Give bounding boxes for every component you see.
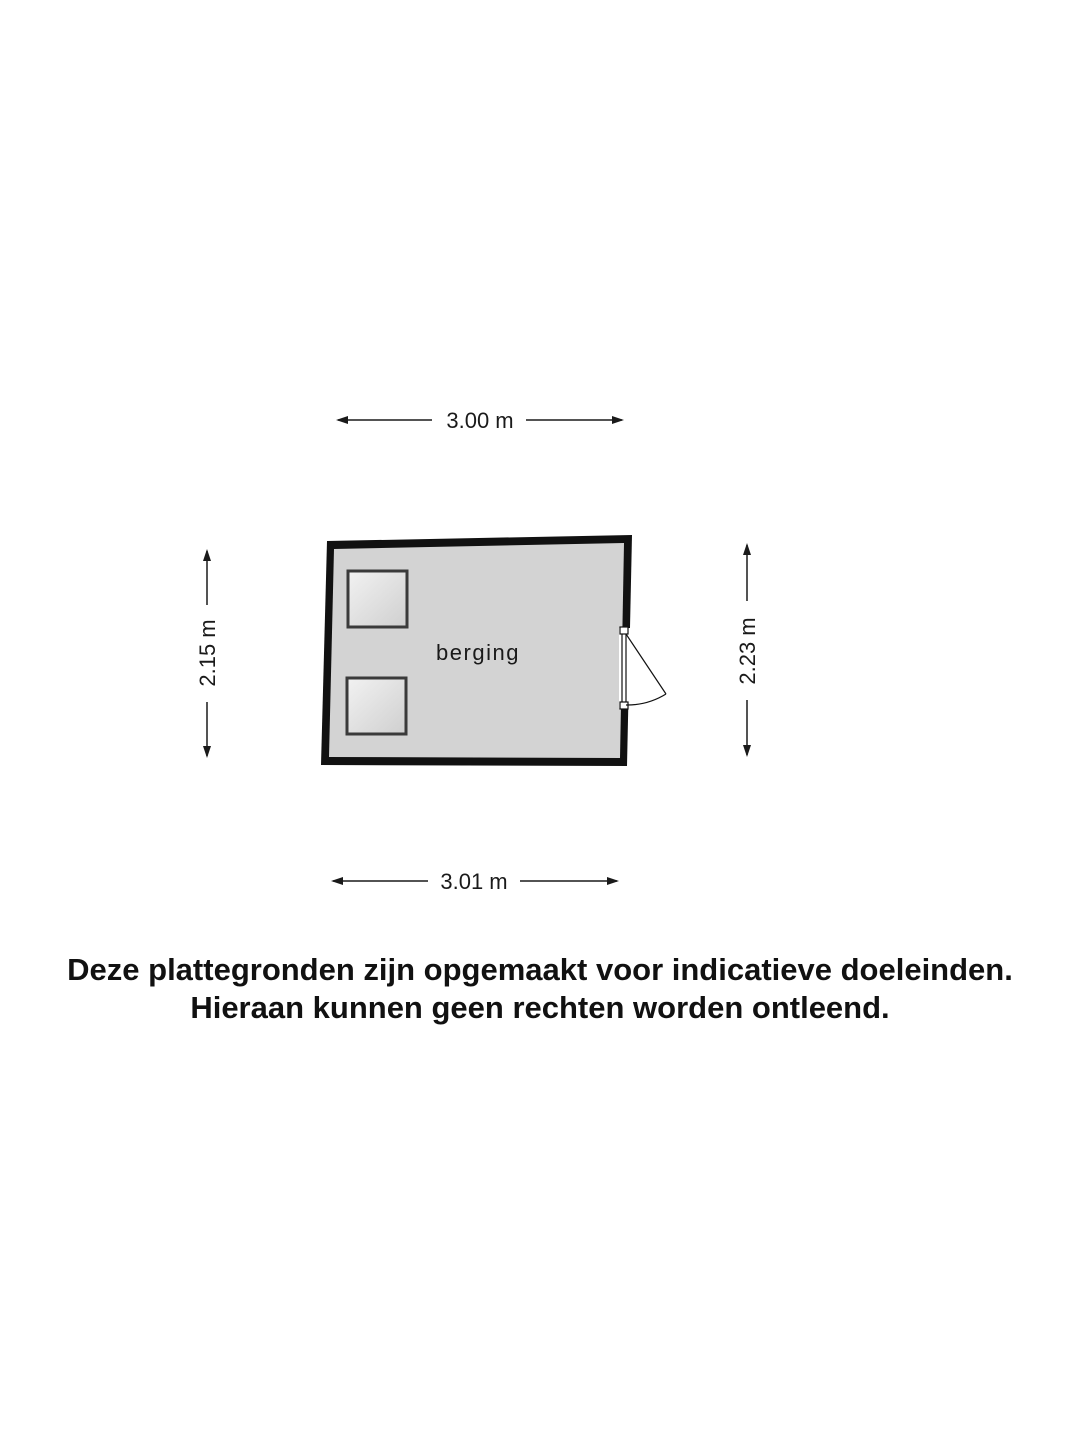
dimension-right xyxy=(735,543,760,757)
dimension-top xyxy=(336,408,624,433)
dimension-right-label: 2.23 m xyxy=(735,617,760,685)
dimension-bottom-label: 3.01 m xyxy=(440,869,508,894)
dimension-left xyxy=(195,549,220,758)
room-label: berging xyxy=(436,640,520,665)
dimension-top-label: 3.00 m xyxy=(446,408,514,433)
storage-fixture-bottom xyxy=(347,678,406,734)
dimension-bottom xyxy=(331,869,619,894)
door xyxy=(619,627,666,709)
disclaimer-line-1: Deze plattegronden zijn opgemaakt voor indicatieve doeleinden. xyxy=(67,952,1013,987)
storage-fixture-top xyxy=(348,571,407,627)
dimension-left-label: 2.15 m xyxy=(195,619,220,687)
disclaimer-line-2: Hieraan kunnen geen rechten worden ontleend. xyxy=(190,990,890,1025)
